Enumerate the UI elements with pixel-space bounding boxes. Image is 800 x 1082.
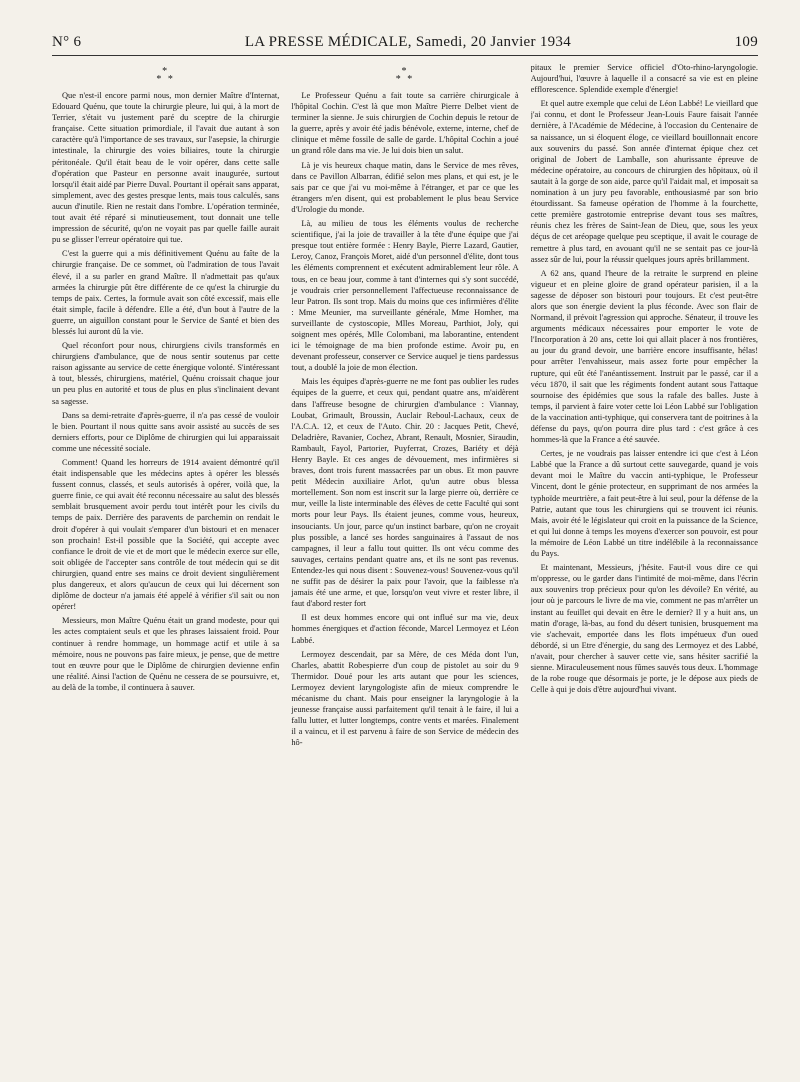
paragraph: Quel réconfort pour nous, chirurgiens civils transformés en chirurgiens d'ambulance, que de nous sentir soutenus par cette raison agissante au service de cette énergique volonté. S'intéressant à tout, blessés, chirurgiens, matériel, Quénu croissait chaque jour un peu plus en autorité et tous de plus en plus s'inclinaient devant sa sagesse.: [52, 341, 280, 406]
paragraph: Messieurs, mon Maître Quénu était un grand modeste, pour qui les actes comptaient seuls et que les phrases laissaient froid. Pour continuer à rendre hommage, un hommage actif et utile à sa mémoire, nous ne pouvons pas faire mieux, je pense, que de mettre tout en œuvre pour que le Diplôme de chirurgien devienne enfin une réalité. Ainsi l'action de Quénu ne cessera de se poursuivre, et, au delà de la tombe, il continuera à sauver.: [52, 616, 280, 692]
column-3: [531, 62, 758, 1072]
paragraph: pitaux le premier Service officiel d'Oto-rhino-laryngologie. Aujourd'hui, l'œuvre à laquelle il a consacré sa vie est en pleine efflorescence. Splendide exemple d'énergie!: [530, 63, 758, 95]
paragraph: Lermoyez descendait, par sa Mère, de ces Méda dont l'un, Charles, abattit Robespierre d'un coup de pistolet au soir du 9 Thermidor. Doué pour les arts autant que pour les sciences, Lermoyez devient laryngologiste afin de mieux comprendre le mécanisme du chant. Mais pour enseigner la laryngologie à la jeunesse française aussi parfaitement qu'il tenait à le faire, il lui a fallu lutter, et lutter longtemps, contre vents et marées. Finalement il a vaincu, et il est parvenu à faire de son Service de médecin des hô-: [291, 649, 519, 748]
paragraph: Dans sa demi-retraite d'après-guerre, il n'a pas cessé de vouloir le bien. Pourtant il nous quitte sans avoir assisté au succès de ses derniers efforts, pour ce Diplôme de chirurgien qui lui apparaissait comme une nécessité sociale.: [52, 410, 280, 453]
paragraph: Et quel autre exemple que celui de Léon Labbé! Le vieillard que j'ai connu, et dont le Professeur Jean-Louis Faure faisait l'année dernière, à l'Académie de Médecine, à l'occasion du Centenaire de sa naissance, un si éloquent éloge, ce vieillard bouillonnait encore aux souvenirs du passé. Son année d'internat épique chez cet original de Jobert de Lamballe, son ahurissante épreuve de médecine opératoire, au concours de chirurgien des hôpitaux, où il sautait à la gorge de son aide, parce qu'il l'aidait mal, et imposait sa nomination à un jury peu favorable, enthousiasmé par son brio étourdissant. Sa fameuse opération de l'homme à la fourchette, cette première gastrotomie entreprise devant tous ses maîtres, réunis chez les frères de Saint-Jean de Dieu, que, sous les yeux déçus de cet aréopage quelque peu sceptique, il avait le courage de remettre à plus tard, en avouant qu'il ne se sentait pas ce jour-là assez sûr de lui, pour la réussir quelques jours après brillamment.: [530, 99, 758, 264]
paragraph: Et maintenant, Messieurs, j'hésite. Faut-il vous dire ce qui m'oppresse, ou le garder dans l'intimité de moi-même, dans l'écrin aux souvenirs trop précieux pour qu'on les dévoile? En vérité, au jour où je parcours le livre de ma vie, comment ne pas m'arrêter un instant au feuillet qui devait en être le dernier? Il y a huit ans, un matin d'orage, là-bas, au fond du désert tunisien, brusquement ma vie s'achevait, emportée dans les flots impétueux d'un oued débordé, si un Etre d'énergie, du sang des Lermoyez et des Labbé, n'avait, pour chercher à sauver cette vie, sans hésiter sacrifié la sienne. Miraculeusement nous fûmes sauvés tous deux. L'hommage de la robe rouge que désormais je porte, je le dépose aux pieds de Celle à qui je dois d'être aujourd'hui vivant.: [530, 563, 758, 695]
paragraph: Là, au milieu de tous les éléments voulus de recherche scientifique, j'ai la joie de travailler à la tête d'une équipe que j'ai presque tout entière formée : Henry Bayle, Pierre Lazard, Gautier, Leroy, Canoz, François Moret, aidé d'un personnel d'élite, dont tous les éléments comprennent et exécutent admirablement leur rôle. A tous, en ce beau jour, comme à tant d'internes qui s'y sont succédé, je voudrais crier personnellement l'affectueuse reconnaissance de leur Patron. Ils sont trop. Mais du moins que ces infirmières d'élite : Mme Meunier, ma surveillante générale, Mme Homher, ma surveillante de cystoscopie, Mlles Moreau, Parthiot, Joly, qui soignent mes opérés, Mlle Colombani, ma laborantine, entendent ici le témoignage de ma bien profonde estime. Avoir pu, en devenant professeur, conserver ce Service auquel je tiens pardessus tout, a doublé la joie de mon élection.: [291, 219, 519, 373]
paragraph: Que n'est-il encore parmi nous, mon dernier Maître d'Internat, Edouard Quénu, que toute la chirurgie pleure, lui qui, à la mort de Terrier, s'était vu justement paré du sceptre de la chirurgie française. Cette situation primordiale, il l'avait due autant à son caractère qu'à l'importance de ses travaux, sur l'asepsie, la chirurgie intestinale, la chirurgie des voies biliaires, toute la chirurgie péritonéale. Qu'il était beau de le voir opérer, dans cette salle d'opération que Pasteur en personne avait inaugurée, surtout lorsqu'il était aidé par Pierre Duval. Pourtant il opérait sans apparat, simplement, avec des gestes presque lents, mais tous calculés, sans aucun d'inutile. Rien ne restait dans l'ombre. L'opération terminée, tout avait été réparé si minutieusement, tout donnait une telle impression de sécurité, qu'on ne voyait pas par quelle faille aurait pu se glisser l'erreur opératoire qui tue.: [52, 91, 280, 245]
journal-title: LA PRESSE MÉDICALE, Samedi, 20 Janvier 1934: [244, 34, 572, 50]
paragraph: Certes, je ne voudrais pas laisser entendre ici que c'est à Léon Labbé que la France a dû surtout cette sauvegarde, quand je vois devant moi le Maître du vaccin anti-typhique, le Professeur Vincent, dont le génie protecteur, en supprimant de nos armées la typhoïde meurtrière, a fait peut-être à lui seul, pour la défense de la Patrie, autant que tous les chirurgiens qui se trouvent ici réunis. Mais, avoir été le législateur qui croit en la puissance de la Science, et qui lui donne à temps les moyens d'exercer son pouvoir, est pour la mémoire de Léon Labbé un titre indélébile à la reconnaissance du Pays.: [530, 449, 758, 559]
column-2: [291, 62, 518, 1072]
paragraph: Le Professeur Quénu a fait toute sa carrière chirurgicale à l'hôpital Cochin. C'est là que mon Maître Pierre Delbet vient de terminer la sienne. Je suis chirurgien de Cochin depuis le retour de la guerre, après y avoir été jadis bénévole, externe, interne, chef de clinique et même fossile de salle de garde. L'hôpital Cochin a joué un grand rôle dans ma vie. Je lui dois bien un salut.: [291, 91, 519, 156]
paragraph: Mais les équipes d'après-guerre ne me font pas oublier les rudes équipes de la guerre, et ceux qui, pendant quatre ans, m'aidèrent dans l'affreuse besogne de chirurgien d'ambulance : Viannay, Loubat, Grimault, Broussin, Auclair Reboul-Lachaux, ceux de l'A.C.A. 12, et ceux de l'Auto. Chir. 20 : Jacques Petit, Chevé, Deladrière, Ravanier, Cochez, Abrant, Renault, Mosnier, Siraudin, Rambault, Fayol, Partorier, Puyferrat, Crozes, Bariéty et déjà Henry Bayle. Et ces anges de dévouement, mes infirmières si braves, dont trois furent massacrées par un obus. Et mon pauvre petit Médecin auxiliaire Arlot, qu'un autre obus blessa mortellement. Son nom est inscrit sur la large pierre où, derrière ce mur, veille la liste interminable des élèves de cette Faculté qui sont morts pour leur Pays. Ils étaient jeunes, comme vous, heureux, insouciants. Un jour, parce qu'un instinct barbare, qu'on ne croyait plus possible, a lancé ses hordes sanguinaires à l'assaut de nos campagnes, il leur a fallu tout quitter. Ils ont vécu comme des sauvages, certains pendant quatre ans, et ils ne sont pas revenus. Entendez-les qui nous disent : Souvenez-vous! Souvenez-vous qu'il ne suffit pas de désirer la paix pour l'avoir, que la faiblesse n'a jamais été une arme, et que, lorsqu'on veut vivre et rester libre, il faut d'abord rester fort: [291, 377, 519, 609]
paragraph: Comment! Quand les horreurs de 1914 avaient démontré qu'il était indispensable que les médecins aptes à opérer les blessés fussent connus, classés, et seuls autorisés à opérer, voilà que, la guerre finie, ce qui avait été reconnu nécessaire au salut des blessés semblait brusquement avoir perdu tout intérêt pour les civils du temps de paix. Derrière des paravents de parchemin on rendait le droit d'opérer à qui voulait s'emparer d'un bistouri et en menacer son prochain! Est-il possible que la Société, qui accepte avec confiance le droit de vie et de mort que le médecin exerce sur elle, soit obligée de l'accepter sans contrôle de tout médecin qui se dit chirurgien, quand entre ses mains ce droit devient singulièrement plus dangereux, et alors qu'aucun de ceux qui lui décernent son diplôme de docteur n'a jamais été appelé à vérifier s'il sait ou non opérer!: [52, 458, 280, 612]
paragraph: C'est la guerre qui a mis définitivement Quénu au faîte de la chirurgie française. De ce sommet, où l'admiration de tous l'avait élevé, il a su parler en grand Maître. Il n'admettait pas qu'aux armées la chirurgie pût être différente de ce qu'est la chirurgie du temps de paix. Certes, la formule avait son côté excessif, mais elle était simple, facile à défendre. Elle a été, d'un bout à l'autre de la guerre, un aiguillon constant pour le Service de Santé et bien des blessés lui auront dû la vie.: [52, 249, 280, 336]
asterism: * * *: [395, 66, 415, 85]
issue-number: N° 6: [52, 34, 82, 50]
paragraph: A 62 ans, quand l'heure de la retraite le surprend en pleine vigueur et en pleine gloire de grand opérateur parisien, il a la sagesse de déposer son bistouri pour toujours. Et c'est peut-être alors que son énergie devient la plus féconde. Avec son flair de Normand, il prévoit l'agression qui approche. Sénateur, il trouve les arguments médicaux nécessaires pour emporter le vote de l'Incorporation à 20 ans, cette loi qui allait placer à nos frontières, au jour du grand devoir, une barrière encore insuffisante, hélas! pour arrêter l'envahisseur, mais assez forte pour empêcher la rupture, qui eût été l'anéantissement. Instruit par le passé, car il a vécu 1870, il sait que les régiments fondent autant sous l'attaque sournoise des épidémies que sous la rafale des balles. Juste à temps, il parvient à faire voter cette loi Léon Labbé sur l'obligation de la vaccination anti-typhique, qui conservera tant de poitrines à la défense du pays, qu'on pourra dire plus tard : c'est grâce à ces hommes-là que la France a été sauvée.: [530, 268, 758, 445]
page-number: 109: [734, 34, 758, 50]
article-columns: [52, 62, 758, 1072]
paragraph: Il est deux hommes encore qui ont influé sur ma vie, deux hommes énergiques et d'action féconde, Marcel Lermoyez et Léon Labbé.: [291, 613, 519, 645]
asterism: * * *: [156, 66, 175, 85]
paragraph: Là je vis heureux chaque matin, dans le Service de mes rêves, dans ce Pavillon Albarran, édifié selon mes plans, et qui est, je le sais par ce que j'ai vu moi-même à l'étranger, et par ce que les étrangers m'en disent, qui est probablement le plus beau Service d'Urologie du monde.: [291, 160, 519, 214]
column-1: [52, 62, 279, 1072]
page-header: [52, 34, 758, 56]
